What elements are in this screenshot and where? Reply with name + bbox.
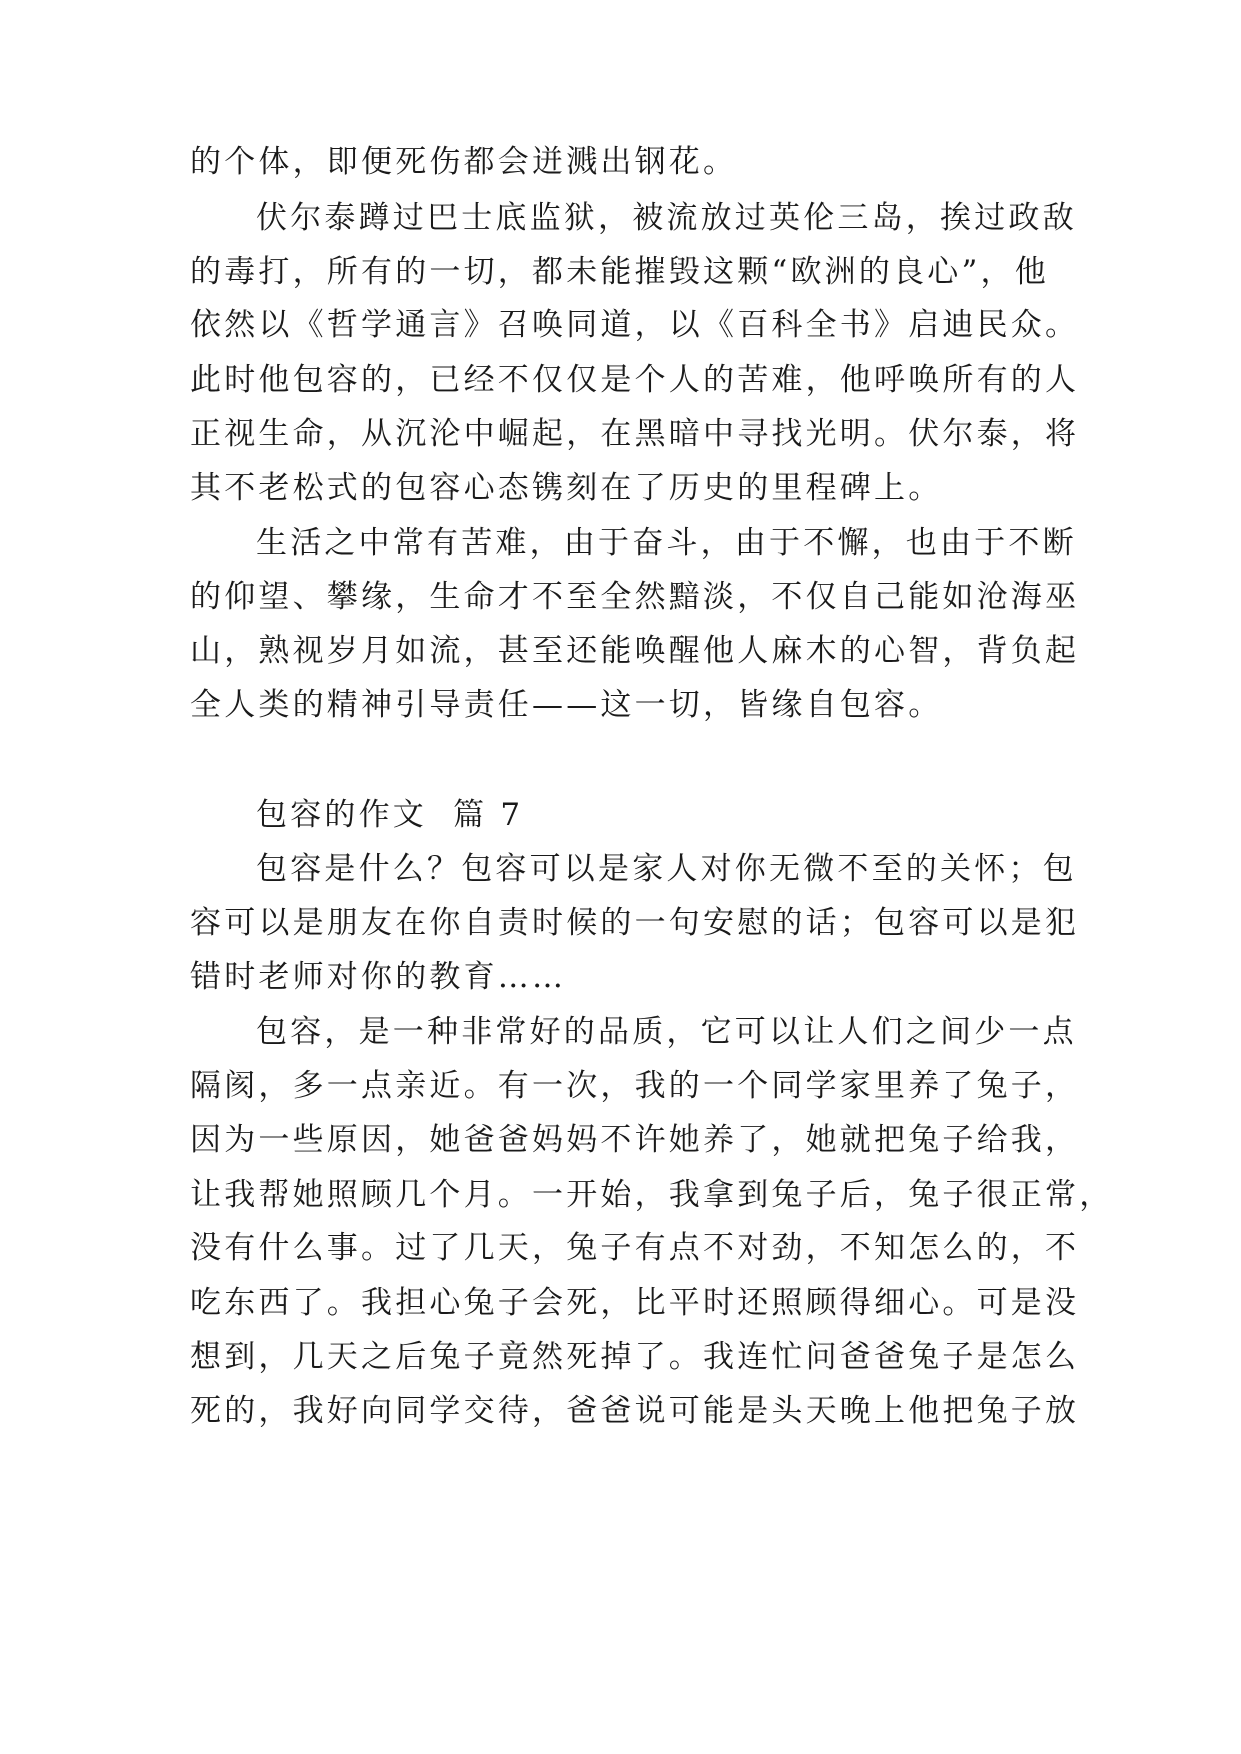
text-line: 全人类的精神引导责任——这一切，皆缘自包容。 [190,687,943,723]
text-line: 依然以《哲学通言》召唤同道，以《百科全书》启迪民众。 [190,307,1080,343]
text-line: 没有什么事。过了几天，兔子有点不对劲，不知怎么的，不 [190,1230,1080,1266]
paragraph-start-line: 包容是什么？包容可以是家人对你无微不至的关怀；包 [256,851,1077,887]
text-line: 此时他包容的，已经不仅仅是个人的苦难，他呼唤所有的人 [190,362,1080,398]
text-line: 错时老师对你的教育…… [190,959,567,995]
text-line: 其不老松式的包容心态镌刻在了历史的里程碑上。 [190,470,943,506]
text-line: 因为一些原因，她爸爸妈妈不许她养了，她就把兔子给我， [190,1122,1080,1158]
text-line: 吃东西了。我担心兔子会死，比平时还照顾得细心。可是没 [190,1285,1080,1321]
paragraph-start-line: 包容，是一种非常好的品质，它可以让人们之间少一点 [256,1014,1077,1050]
text-line: 隔阂，多一点亲近。有一次，我的一个同学家里养了兔子， [190,1068,1080,1104]
text-line: 想到，几天之后兔子竟然死掉了。我连忙问爸爸兔子是怎么 [190,1339,1080,1375]
text-line: 的个体，即便死伤都会迸溅出钢花。 [190,144,738,180]
text-line: 让我帮她照顾几个月。一开始，我拿到兔子后，兔子很正常， [190,1177,1114,1213]
section-heading: 包容的作文 篇 7 [256,797,524,833]
text-line: 正视生命，从沉沦中崛起，在黑暗中寻找光明。伏尔泰，将 [190,416,1080,452]
paragraph-start-line: 生活之中常有苦难，由于奋斗，由于不懈，也由于不断 [256,525,1077,561]
text-line: 容可以是朋友在你自责时候的一句安慰的话；包容可以是犯 [190,905,1080,941]
text-line: 的仰望、攀缘，生命才不至全然黯淡，不仅自己能如沧海巫 [190,579,1080,615]
text-line: 的毒打，所有的一切，都未能摧毁这颗“欧洲的良心”，他 [190,254,1049,290]
text-line: 山，熟视岁月如流，甚至还能唤醒他人麻木的心智，背负起 [190,633,1080,669]
paragraph-start-line: 伏尔泰蹲过巴士底监狱，被流放过英伦三岛，挨过政敌 [256,200,1077,236]
text-line: 死的，我好向同学交待，爸爸说可能是头天晚上他把兔子放 [190,1393,1080,1429]
